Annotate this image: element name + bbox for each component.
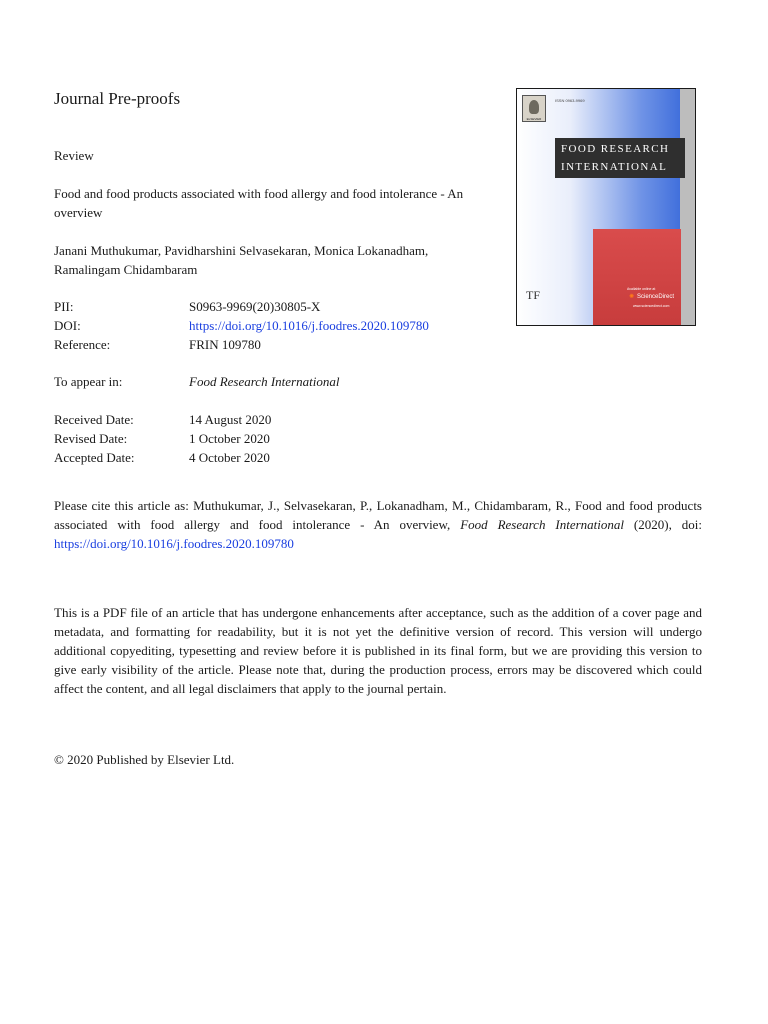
elsevier-logo-text: ELSEVIER [526,117,542,121]
received-row [54,410,504,429]
reference-row [54,335,504,354]
cover-journal-banner [555,138,685,178]
article-type: Review [54,148,94,163]
cover-banner-line2: INTERNATIONAL [561,161,668,173]
received-label: Received Date: [54,412,134,427]
tf-logo-icon: TF [526,288,541,302]
to-appear-label: To appear in: [54,374,123,389]
reference-value: FRIN 109780 [189,337,261,352]
received-value: 14 August 2020 [189,412,272,427]
journal-pre-proofs-label: Journal Pre-proofs [54,89,181,108]
reference-label: Reference: [54,337,111,352]
doi-link[interactable]: https://doi.org/10.1016/j.foodres.2020.109780 [189,318,429,333]
revised-label: Revised Date: [54,431,128,446]
revised-row [54,429,504,448]
article-authors: Janani Muthukumar, Pavidharshini Selvasekaran, Monica Lokanadham, Ramalingam Chidambaram [54,243,429,277]
citation-paragraph [54,496,702,553]
doi-row [54,316,504,335]
pre-proof-notice: This is a PDF file of an article that has undergone enhancements after acceptance, such as the addition of a cover page and metadata, and formatting for readability, but it is not yet the definitive version of record. This version will undergo additional copyediting, typesetting and review before it is published in its final form, but we are providing this version to give early visibility of the article. Please note that, during the production process, errors may be discovered which could affect the content, and all legal disclaimers that apply to the journal pertain. [54,605,702,696]
cover-available-online: Available online at [627,287,656,291]
dates-block [54,410,504,467]
revised-value: 1 October 2020 [189,431,270,446]
article-title: Food and food products associated with food allergy and food intolerance - An overview [54,186,464,220]
copyright-notice: © 2020 Published by Elsevier Ltd. [54,752,235,767]
citation-journal: Food Research International [460,517,624,532]
pii-row [54,297,504,316]
elsevier-logo [522,95,546,122]
identifier-block [54,297,504,354]
cover-sciencedirect: ScienceDirect [637,294,675,300]
accepted-row [54,448,504,467]
pii-value: S0963-9969(20)30805-X [189,299,321,314]
doi-label: DOI: [54,318,81,333]
citation-doi-link[interactable]: https://doi.org/10.1016/j.foodres.2020.109780 [54,536,294,551]
accepted-value: 4 October 2020 [189,450,270,465]
pii-label: PII: [54,299,74,314]
cover-issn: ISSN 0963-9969 [555,98,585,103]
sciencedirect-icon: ✺ [629,294,635,300]
accepted-label: Accepted Date: [54,450,135,465]
citation-text: Please cite this article as: Muthukumar, J., Selvasekaran, P., Lokanadham, M., Chidambaram, R., Food and food products associated with food allergy and food intolerance - An overview, [54,498,702,532]
cover-sciencedirect-url: www.sciencedirect.com [633,304,670,308]
citation-year: (2020), doi: [624,517,703,532]
cover-red-block [593,229,681,326]
to-appear-row [54,372,504,391]
to-appear-journal: Food Research International [189,374,340,389]
cover-banner-line1: FOOD RESEARCH [561,143,670,155]
elsevier-tree-icon [529,100,539,114]
to-appear-block [54,372,504,391]
journal-cover-image [516,88,696,326]
cover-grey-strip [680,89,696,326]
